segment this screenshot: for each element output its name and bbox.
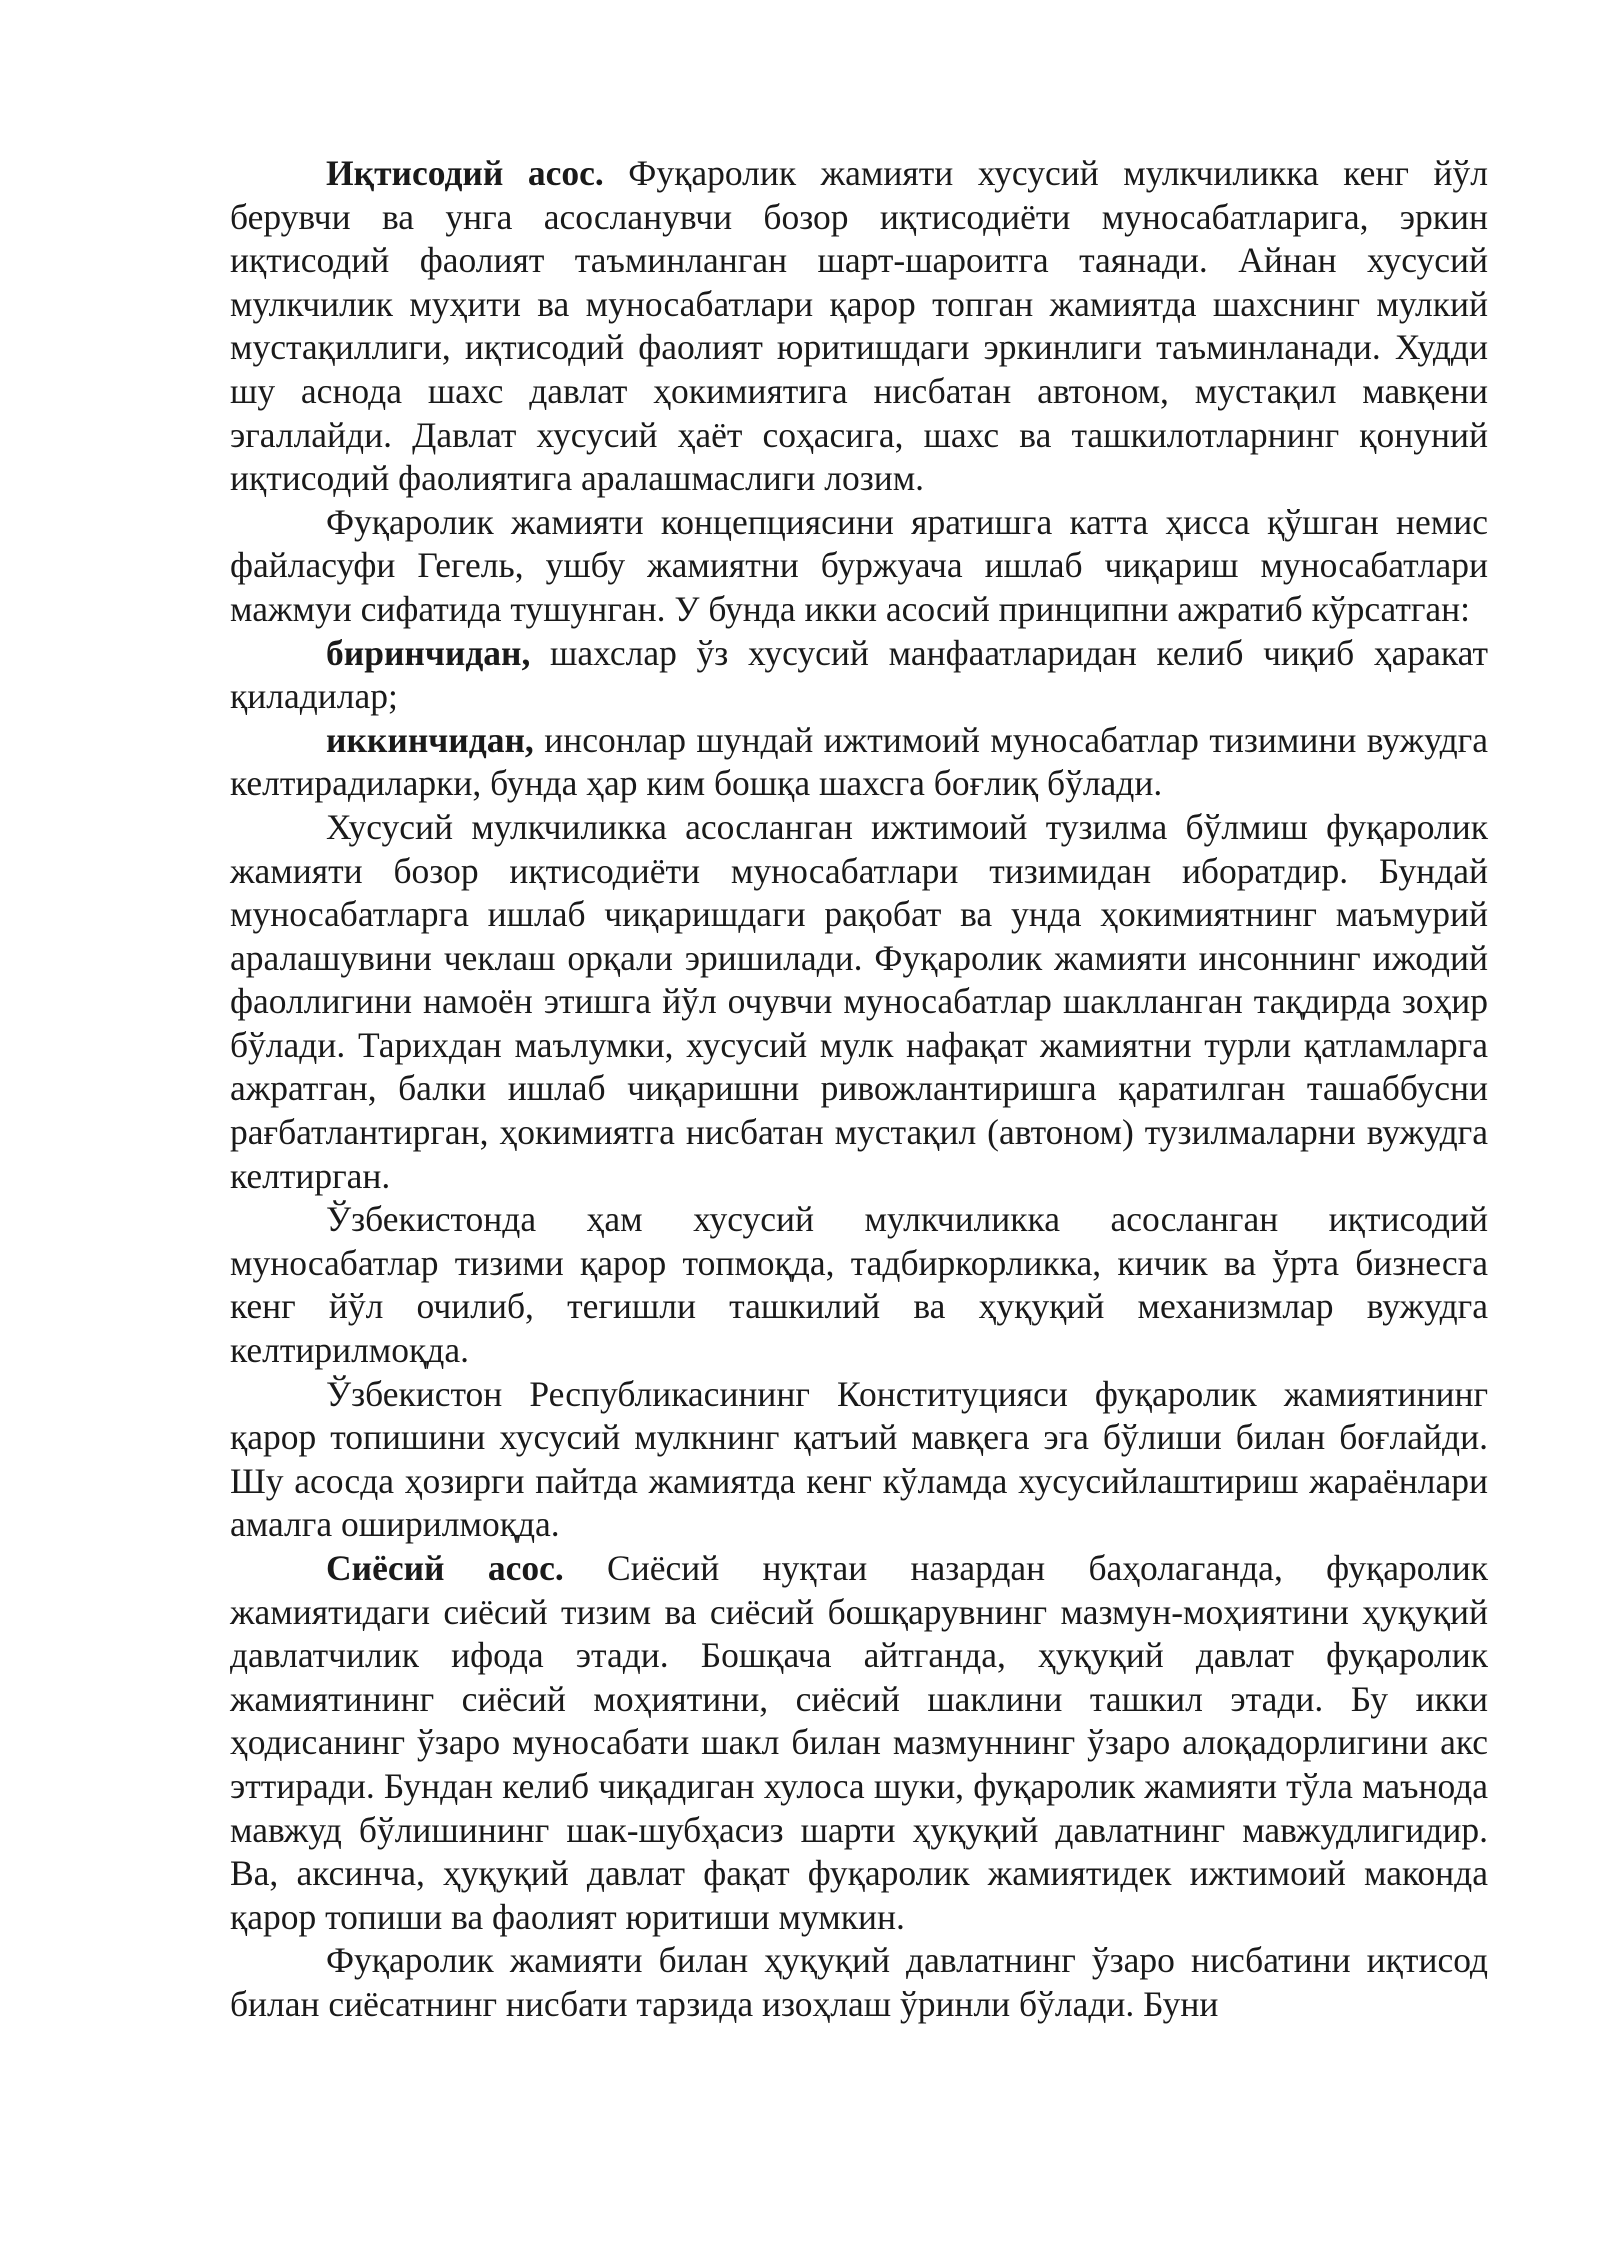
paragraph-political-basis — [230, 1547, 1488, 1939]
paragraph-lead: иккинчидан, — [326, 719, 534, 760]
paragraph-lead: биринчидан, — [326, 632, 531, 673]
paragraph-text: Ўзбекистон Республикасининг Конституцияси фуқаролик жамиятининг қарор топишини хусусий мулкнинг қатъий мавқега эга бўлиши билан боғлайди. Шу асосда ҳозирги пайтда жамиятда кенг кўламда хусусийлаштириш жараёнлари амалга оширилмоқда. — [230, 1373, 1488, 1545]
paragraph-economic-basis — [230, 152, 1488, 501]
paragraph-economy-politics — [230, 1939, 1488, 2026]
paragraph-text: Фуқаролик жамияти хусусий мулкчиликка кенг йўл берувчи ва унга асосланувчи бозор иқтисодиёти муносабатларига, эркин иқтисодий фаолият таъминланган шарт-шароитга таянади. Айнан хусусий мулкчилик муҳити ва муносабатлари қарор топган жамиятда шахснинг мулкий мустақиллиги, иқтисодий фаолият юритишдаги эркинлиги таъминланади. Худди шу аснода шахс давлат ҳокимиятига нисбатан автоном, мустақил мавқени эгаллайди. Давлат хусусий ҳаёт соҳасига, шахс ва ташкилотларнинг қонуний иқтисодий фаолиятига аралашмаслиги лозим. — [230, 153, 1488, 499]
document-page — [230, 152, 1488, 2027]
paragraph-constitution — [230, 1373, 1488, 1547]
paragraph-text: Фуқаролик жамияти билан ҳуқуқий давлатнинг ўзаро нисбатини иқтисод билан сиёсатнинг нисбати тарзида изоҳлаш ўринли бўлади. Буни — [230, 1940, 1488, 2024]
paragraph-first-principle — [230, 632, 1488, 719]
paragraph-second-principle — [230, 719, 1488, 806]
paragraph-text: Фуқаролик жамияти концепциясини яратишга катта ҳисса қўшган немис файласуфи Гегель, ушбу жамиятни буржуача ишлаб чиқариш муносабатлари мажмуи сифатида тушунган. У бунда икки асосий принципни ажратиб кўрсатган: — [230, 501, 1488, 629]
paragraph-text: Ўзбекистонда ҳам хусусий мулкчиликка асосланган иқтисодий муносабатлар тизими қарор топмоқда, тадбиркорликка, кичик ва ўрта бизнесга кенг йўл очилиб, тегишли ташкилий ва ҳуқуқий механизмлар вужудга келтирилмоқда. — [230, 1199, 1488, 1371]
paragraph-text: шахслар ўз хусусий манфаатларидан келиб чиқиб ҳаракат қиладилар; — [230, 632, 1488, 717]
paragraph-lead: Иқтисодий асос. — [326, 153, 604, 193]
paragraph-hegel — [230, 501, 1488, 632]
paragraph-text: Сиёсий нуқтаи назардан баҳолаганда, фуқаролик жамиятидаги сиёсий тизим ва сиёсий бошқарувнинг мазмун-моҳиятини ҳуқуқий давлатчилик ифода этади. Бошқача айтганда, ҳуқуқий давлат фуқаролик жамиятининг сиёсий моҳиятини, сиёсий шаклини ташкил этади. Бу икки ҳодисанинг ўзаро муносабати шакл билан мазмуннинг ўзаро алоқадорлигини акс эттиради. Бундан келиб чиқадиган хулоса шуки, фуқаролик жамияти тўла маънода мавжуд бўлишининг шак-шубҳасиз шарти ҳуқуқий давлатнинг мавжудлигидир. Ва, аксинча, ҳуқуқий давлат фақат фуқаролик жамиятидек ижтимоий маконда қарор топиши ва фаолият юритиши мумкин. — [230, 1548, 1488, 1937]
paragraph-lead: Сиёсий асос. — [326, 1548, 564, 1588]
paragraph-text: инсонлар шундай ижтимоий муносабатлар тизимини вужудга келтирадиларки, бунда ҳар ким бошқа шахсга боғлиқ бўлади. — [230, 719, 1488, 804]
paragraph-private-property — [230, 806, 1488, 1198]
paragraph-text: Хусусий мулкчиликка асосланган ижтимоий тузилма бўлмиш фуқаролик жамияти бозор иқтисодиёти муносабатлари тизимидан иборатдир. Бундай муносабатларга ишлаб чиқаришдаги рақобат ва унда ҳокимиятнинг маъмурий аралашувини чеклаш орқали эришилади. Фуқаролик жамияти инсоннинг ижодий фаоллигини намоён этишга йўл очувчи муносабатлар шаклланган тақдирда зоҳир бўлади. Тарихдан маълумки, хусусий мулк нафақат жамиятни турли қатламларга ажратган, балки ишлаб чиқаришни ривожлантиришга қаратилган ташаббусни рағбатлантирган, ҳокимиятга нисбатан мустақил (автоном) тузилмаларни вужудга келтирган. — [230, 806, 1488, 1196]
paragraph-uzbekistan — [230, 1198, 1488, 1372]
